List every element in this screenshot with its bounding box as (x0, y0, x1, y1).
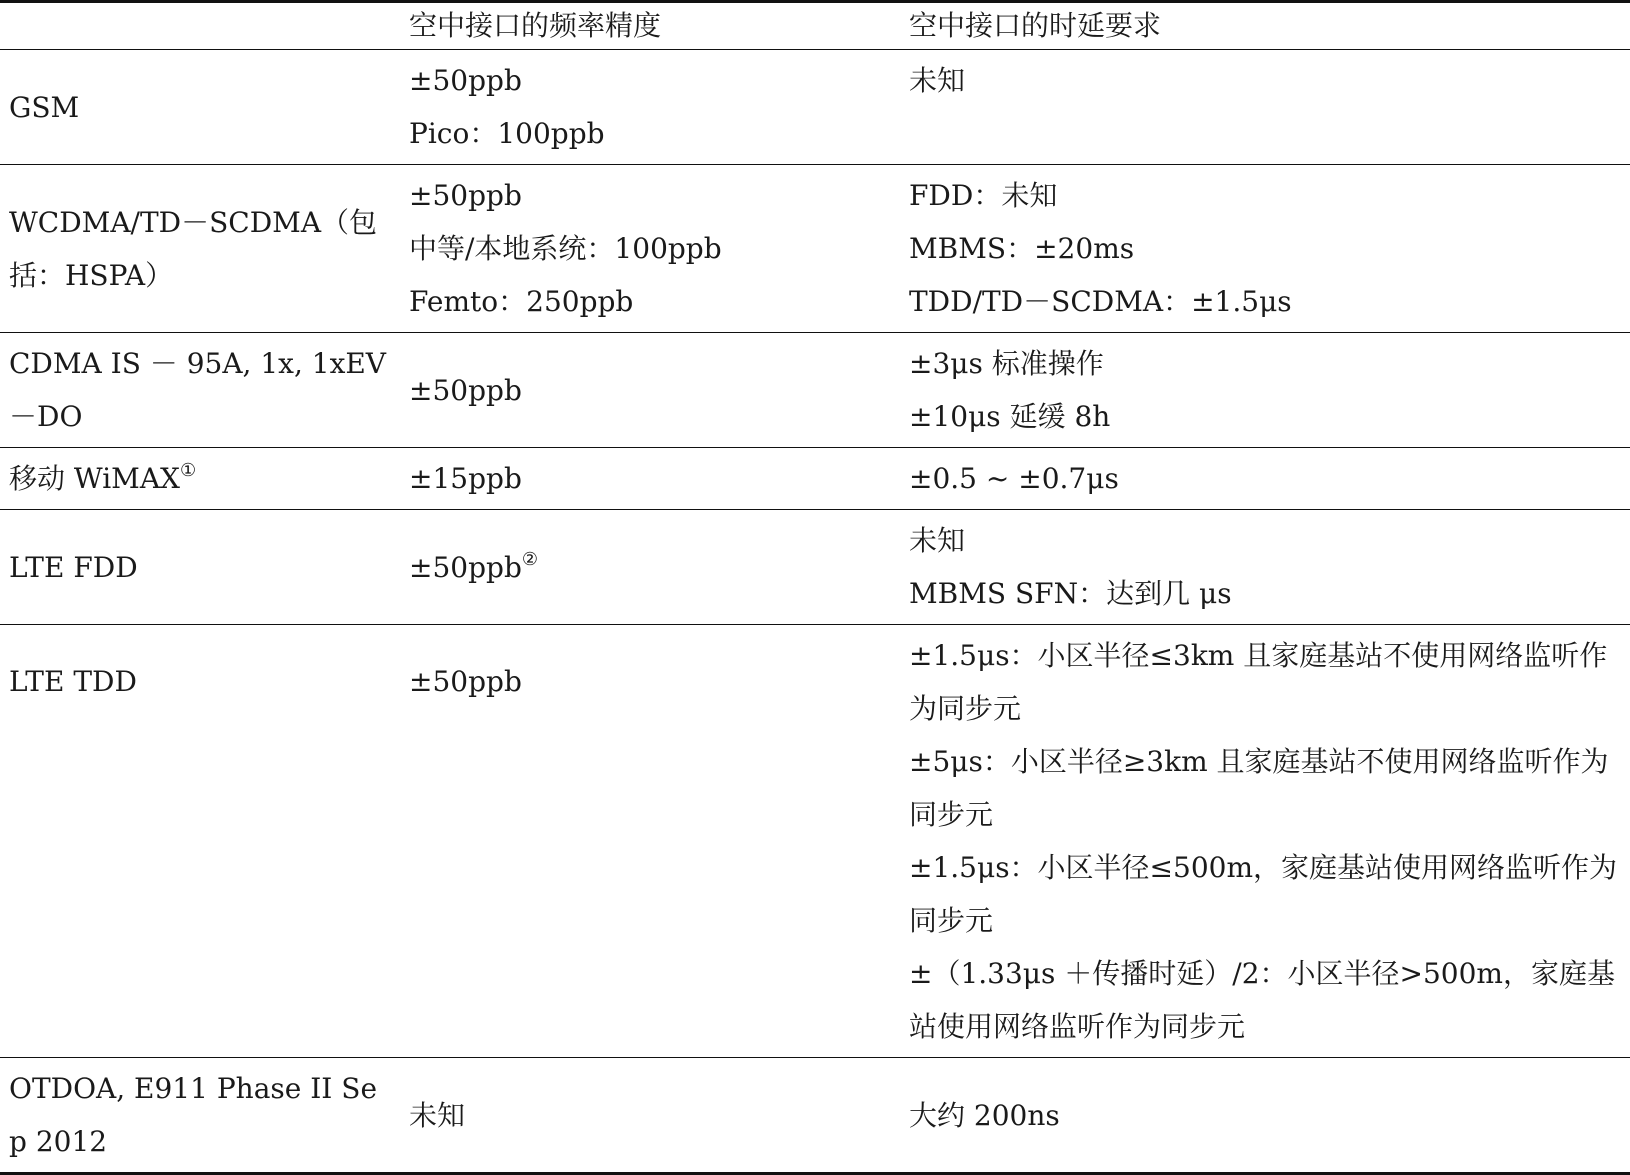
system-name: LTE FDD (9, 550, 138, 584)
system-cell (0, 448, 400, 510)
frequency-value: 未知 (409, 1098, 466, 1132)
frequency-value: ±50ppb (409, 64, 522, 97)
delay-cell (900, 165, 1630, 333)
table-row (0, 510, 1630, 625)
system-name: WCDMA/TD－SCDMA（包括：HSPA） (9, 205, 378, 292)
footnote-marker: ① (179, 460, 197, 481)
delay-cell (900, 333, 1630, 448)
delay-value: ±1.5μs：小区半径≤3km 且家庭基站不使用网络监听作为同步元 (909, 639, 1608, 725)
frequency-value: Pico：100ppb (409, 117, 605, 150)
delay-value: ±（1.33μs ＋传播时延）/2：小区半径>500m，家庭基站使用网络监听作为同步元 (909, 957, 1615, 1043)
frequency-value: Femto：250ppb (409, 285, 634, 318)
footnote-marker: ② (521, 548, 539, 570)
table-row (0, 625, 1630, 1058)
table-row (0, 165, 1630, 333)
frequency-value: ±50ppb (409, 373, 522, 407)
system-name: CDMA IS － 95A, 1x, 1xEV－DO (9, 347, 387, 433)
system-name: GSM (9, 90, 80, 124)
frequency-cell (400, 448, 900, 510)
delay-cell (900, 625, 1630, 1058)
delay-value: 未知 (909, 524, 966, 557)
table-row (0, 448, 1630, 510)
delay-value: TDD/TD－SCDMA：±1.5μs (909, 285, 1292, 318)
frequency-cell (400, 510, 900, 625)
system-name: 移动 WiMAX (9, 462, 180, 495)
frequency-cell (400, 165, 900, 333)
frequency-value: ±15ppb (409, 462, 522, 495)
table-row (0, 50, 1630, 165)
delay-value: ±10μs 延缓 8h (909, 400, 1111, 433)
delay-value: MBMS：±20ms (909, 232, 1135, 265)
frequency-cell (400, 1058, 900, 1174)
system-cell (0, 333, 400, 448)
delay-value: ±5μs：小区半径≥3km 且家庭基站不使用网络监听作为同步元 (909, 745, 1609, 831)
frequency-cell (400, 625, 900, 1058)
delay-cell (900, 448, 1630, 510)
delay-value: ±0.5 ~ ±0.7μs (909, 462, 1119, 495)
delay-cell (900, 510, 1630, 625)
system-name: OTDOA, E911 Phase II Sep 2012 (9, 1072, 378, 1158)
header-system (0, 2, 400, 50)
frequency-value: ±50ppb (409, 665, 522, 698)
delay-value: 大约 200ns (909, 1098, 1060, 1132)
table-row (0, 333, 1630, 448)
delay-cell (900, 1058, 1630, 1174)
system-cell (0, 1058, 400, 1174)
header-frequency-accuracy: 空中接口的频率精度 (409, 9, 662, 42)
system-cell (0, 625, 400, 1058)
frequency-value: ±50ppb (409, 550, 522, 584)
frequency-cell (400, 50, 900, 165)
frequency-value: 中等/本地系统：100ppb (409, 232, 722, 265)
delay-value: 未知 (909, 64, 966, 97)
delay-value: ±3μs 标准操作 (909, 347, 1104, 380)
delay-value: FDD：未知 (909, 179, 1058, 212)
system-cell (0, 510, 400, 625)
header-delay-requirement: 空中接口的时延要求 (909, 9, 1162, 42)
delay-value: MBMS SFN：达到几 μs (909, 577, 1232, 610)
frequency-value: ±50ppb (409, 179, 522, 212)
frequency-cell (400, 333, 900, 448)
delay-value: ±1.5μs：小区半径≤500m，家庭基站使用网络监听作为同步元 (909, 851, 1618, 937)
system-cell (0, 165, 400, 333)
table-header-row (0, 2, 1630, 50)
delay-cell (900, 50, 1630, 165)
table-row (0, 1058, 1630, 1174)
system-name: LTE TDD (9, 665, 137, 698)
system-cell (0, 50, 400, 165)
